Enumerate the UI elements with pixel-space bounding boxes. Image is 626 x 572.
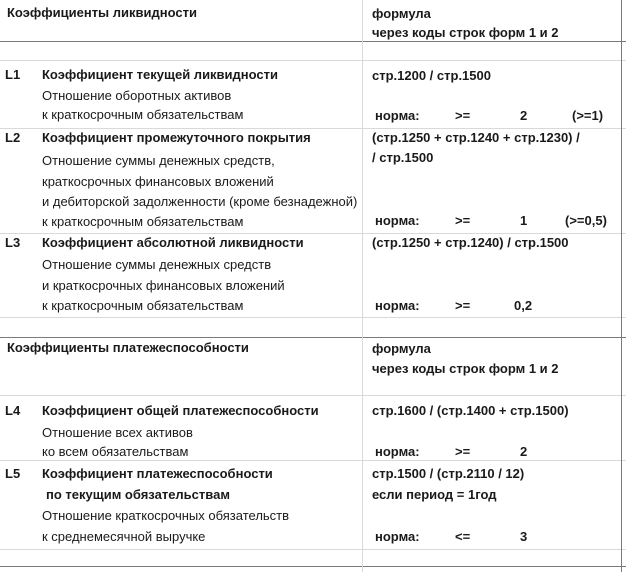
row-title-continued: по текущим обязательствам: [46, 487, 230, 502]
row-description: Отношение суммы денежных средств,: [42, 153, 275, 168]
row-code: L2: [5, 130, 21, 145]
norm-operator: >=: [455, 108, 471, 123]
row-formula: стр.1500 / (стр.2110 / 12): [372, 466, 525, 481]
section-header-solvency: Коэффициенты платежеспособности: [7, 340, 249, 355]
row-description: и краткосрочных финансовых вложений: [42, 278, 285, 293]
table-bottom-border: [0, 566, 626, 567]
norm-value: 2: [520, 444, 528, 459]
norm-note: (>=0,5): [565, 213, 607, 228]
norm-value: 3: [520, 529, 528, 544]
row-title: Коэффициент промежуточного покрытия: [42, 130, 311, 145]
formula-header: формула: [372, 6, 431, 21]
column-divider: [362, 0, 363, 572]
row-divider: [0, 549, 626, 550]
row-code: L1: [5, 67, 21, 82]
row-description: к краткосрочным обязательствам: [42, 107, 244, 122]
row-description: и дебиторской задолженности (кроме безнадежной): [42, 194, 358, 209]
norm-note: (>=1): [572, 108, 604, 123]
formula-subheader: через коды строк форм 1 и 2: [372, 361, 559, 376]
row-title: Коэффициент текущей ликвидности: [42, 67, 279, 82]
row-formula: (стр.1250 + стр.1240) / стр.1500: [372, 235, 569, 250]
row-formula: / стр.1500: [372, 150, 434, 165]
row-description: краткосрочных финансовых вложений: [42, 174, 274, 189]
row-divider: [0, 317, 626, 318]
row-formula: стр.1600 / (стр.1400 + стр.1500): [372, 403, 569, 418]
norm-value: 2: [520, 108, 528, 123]
row-description: Отношение суммы денежных средств: [42, 257, 272, 272]
right-border: [621, 0, 622, 572]
norm-label: норма:: [375, 444, 420, 459]
row-description: Отношение краткосрочных обязательств: [42, 508, 290, 523]
norm-label: норма:: [375, 529, 420, 544]
norm-operator: >=: [455, 298, 471, 313]
row-description: к краткосрочным обязательствам: [42, 298, 244, 313]
row-description: ко всем обязательствам: [42, 444, 189, 459]
norm-operator: >=: [455, 213, 471, 228]
row-description: Отношение всех активов: [42, 425, 193, 440]
row-formula: (стр.1250 + стр.1240 + стр.1230) /: [372, 130, 580, 145]
formula-subheader: через коды строк форм 1 и 2: [372, 25, 559, 40]
row-description: к среднемесячной выручке: [42, 529, 206, 544]
norm-operator: <=: [455, 529, 471, 544]
norm-label: норма:: [375, 213, 420, 228]
norm-operator: >=: [455, 444, 471, 459]
formula-header: формула: [372, 341, 431, 356]
row-description: к краткосрочным обязательствам: [42, 214, 244, 229]
row-formula: стр.1200 / стр.1500: [372, 68, 491, 83]
row-code: L5: [5, 466, 21, 481]
row-title: Коэффициент общей платежеспособности: [42, 403, 319, 418]
row-description: Отношение оборотных активов: [42, 88, 232, 103]
section-divider: [0, 337, 626, 338]
row-code: L3: [5, 235, 21, 250]
row-divider: [0, 60, 626, 61]
norm-value: 0,2: [514, 298, 533, 313]
row-title: Коэффициент платежеспособности: [42, 466, 273, 481]
norm-label: норма:: [375, 298, 420, 313]
norm-value: 1: [520, 213, 528, 228]
norm-label: норма:: [375, 108, 420, 123]
row-title: Коэффициент абсолютной ликвидности: [42, 235, 304, 250]
row-code: L4: [5, 403, 21, 418]
row-formula-condition: если период = 1год: [372, 487, 497, 502]
row-divider: [0, 395, 626, 396]
section-header-liquidity: Коэффициенты ликвидности: [7, 5, 197, 20]
